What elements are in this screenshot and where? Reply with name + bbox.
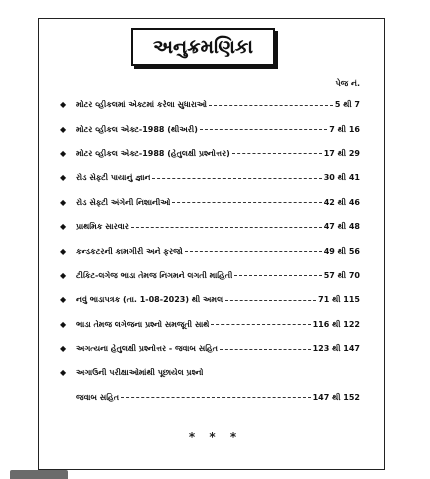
toc-entry <box>60 142 360 166</box>
diamond-bullet-icon: ◆ <box>60 173 67 183</box>
leader-dashes <box>220 349 311 350</box>
toc-entry <box>60 313 360 337</box>
toc-entry <box>60 93 360 117</box>
diamond-bullet-icon: ◆ <box>60 368 67 378</box>
toc-entry-title: જવાબ સહિત <box>76 392 120 402</box>
diamond-bullet-icon: ◆ <box>60 197 67 207</box>
index-title-box <box>131 28 275 66</box>
leader-dashes <box>209 105 333 106</box>
toc-entry <box>60 239 360 263</box>
leader-dashes <box>234 275 321 276</box>
toc-entry-pages: 47 થી 48 <box>323 222 360 232</box>
toc-entry <box>60 215 360 239</box>
closing-stars: * * * <box>188 430 242 444</box>
diamond-bullet-icon: ◆ <box>60 222 67 232</box>
toc-entry-pages: 30 થી 41 <box>323 173 360 183</box>
toc-entry-pages: 49 થી 56 <box>323 246 360 256</box>
toc-entry-title: અગત્યના હેતુલક્ષી પ્રશ્નોત્તર - જવાબ સહિત <box>76 344 218 354</box>
toc-entry-title: અગાઉની પરીક્ષાઓમાંથી પૂછાયેલ પ્રશ્નો <box>76 368 204 378</box>
toc-entry <box>60 191 360 215</box>
leader-dashes <box>185 251 322 252</box>
toc-entry-title: રોડ સેફ્ટી પાયાનું જ્ઞાન <box>76 173 151 183</box>
toc-entry-title: પ્રાથમિક સારવાર <box>76 222 129 232</box>
leader-dashes <box>232 153 322 154</box>
toc-entry-pages: 71 થી 115 <box>318 295 360 305</box>
diamond-bullet-icon: ◆ <box>60 270 67 280</box>
toc-entry-pages: 17 થી 29 <box>323 148 360 158</box>
diamond-bullet-icon: ◆ <box>60 148 67 158</box>
page-corner-tab <box>10 470 68 479</box>
toc-entry <box>60 166 360 190</box>
toc-entry <box>60 264 360 288</box>
toc-entry <box>60 288 360 312</box>
leader-dashes <box>200 129 327 130</box>
diamond-bullet-icon: ◆ <box>60 344 67 354</box>
table-of-contents <box>60 93 360 410</box>
leader-dashes <box>225 300 316 301</box>
toc-entry-title: મોટર વ્હીકલ એક્ટ-1988 (થીઅરી) <box>76 124 198 134</box>
toc-entry-pages: 123 થી 147 <box>312 344 360 354</box>
toc-entry-continuation <box>60 386 360 410</box>
toc-entry-title: મોટર વ્હીકલમાં એક્ટમાં કરેલા સુધારાઓ <box>76 100 207 110</box>
toc-entry-title: ટીકિટ-લગેજ ભાડા તેમજ નિગમને લગતી માહિતી <box>76 270 233 280</box>
toc-entry-pages: 5 થી 7 <box>334 100 360 110</box>
toc-entry-pages: 147 થી 152 <box>312 392 360 402</box>
index-title: અનુક્રમણિકા <box>153 36 253 58</box>
leader-dashes <box>121 397 311 398</box>
diamond-bullet-icon: ◆ <box>60 319 67 329</box>
diamond-bullet-icon: ◆ <box>60 100 67 110</box>
leader-dashes <box>131 227 322 228</box>
toc-entry-pages: 57 થી 70 <box>323 270 360 280</box>
toc-entry-pages: 7 થી 16 <box>329 124 360 134</box>
toc-entry <box>60 361 360 385</box>
diamond-bullet-icon: ◆ <box>60 124 67 134</box>
diamond-bullet-icon: ◆ <box>60 295 67 305</box>
diamond-bullet-icon: ◆ <box>60 246 67 256</box>
toc-entry-pages: 42 થી 46 <box>323 197 360 207</box>
leader-dashes <box>152 178 321 179</box>
toc-entry-title: રોડ સેફ્ટી અંગેની નિશાનીઓ <box>76 197 171 207</box>
toc-entry-title: ભાડા તેમજ લગેજના પ્રશ્નો સમજૂતી સાથે <box>76 319 210 329</box>
toc-entry-title: નવું ભાડાપત્રક (તા. 1-08-2023) થી અમલ <box>76 295 224 305</box>
leader-dashes <box>172 202 321 203</box>
toc-entry <box>60 117 360 141</box>
toc-entry-title: મોટર વ્હીકલ એક્ટ-1988 (હેતુલક્ષી પ્રશ્નોત્તર) <box>76 148 230 158</box>
toc-entry <box>60 337 360 361</box>
toc-entry-title: કન્ડકટરની કામગીરી અને ફરજો <box>76 246 183 256</box>
toc-entry-pages: 116 થી 122 <box>312 319 360 329</box>
leader-dashes <box>211 324 310 325</box>
page-number-header: પેજ નં. <box>335 79 360 88</box>
